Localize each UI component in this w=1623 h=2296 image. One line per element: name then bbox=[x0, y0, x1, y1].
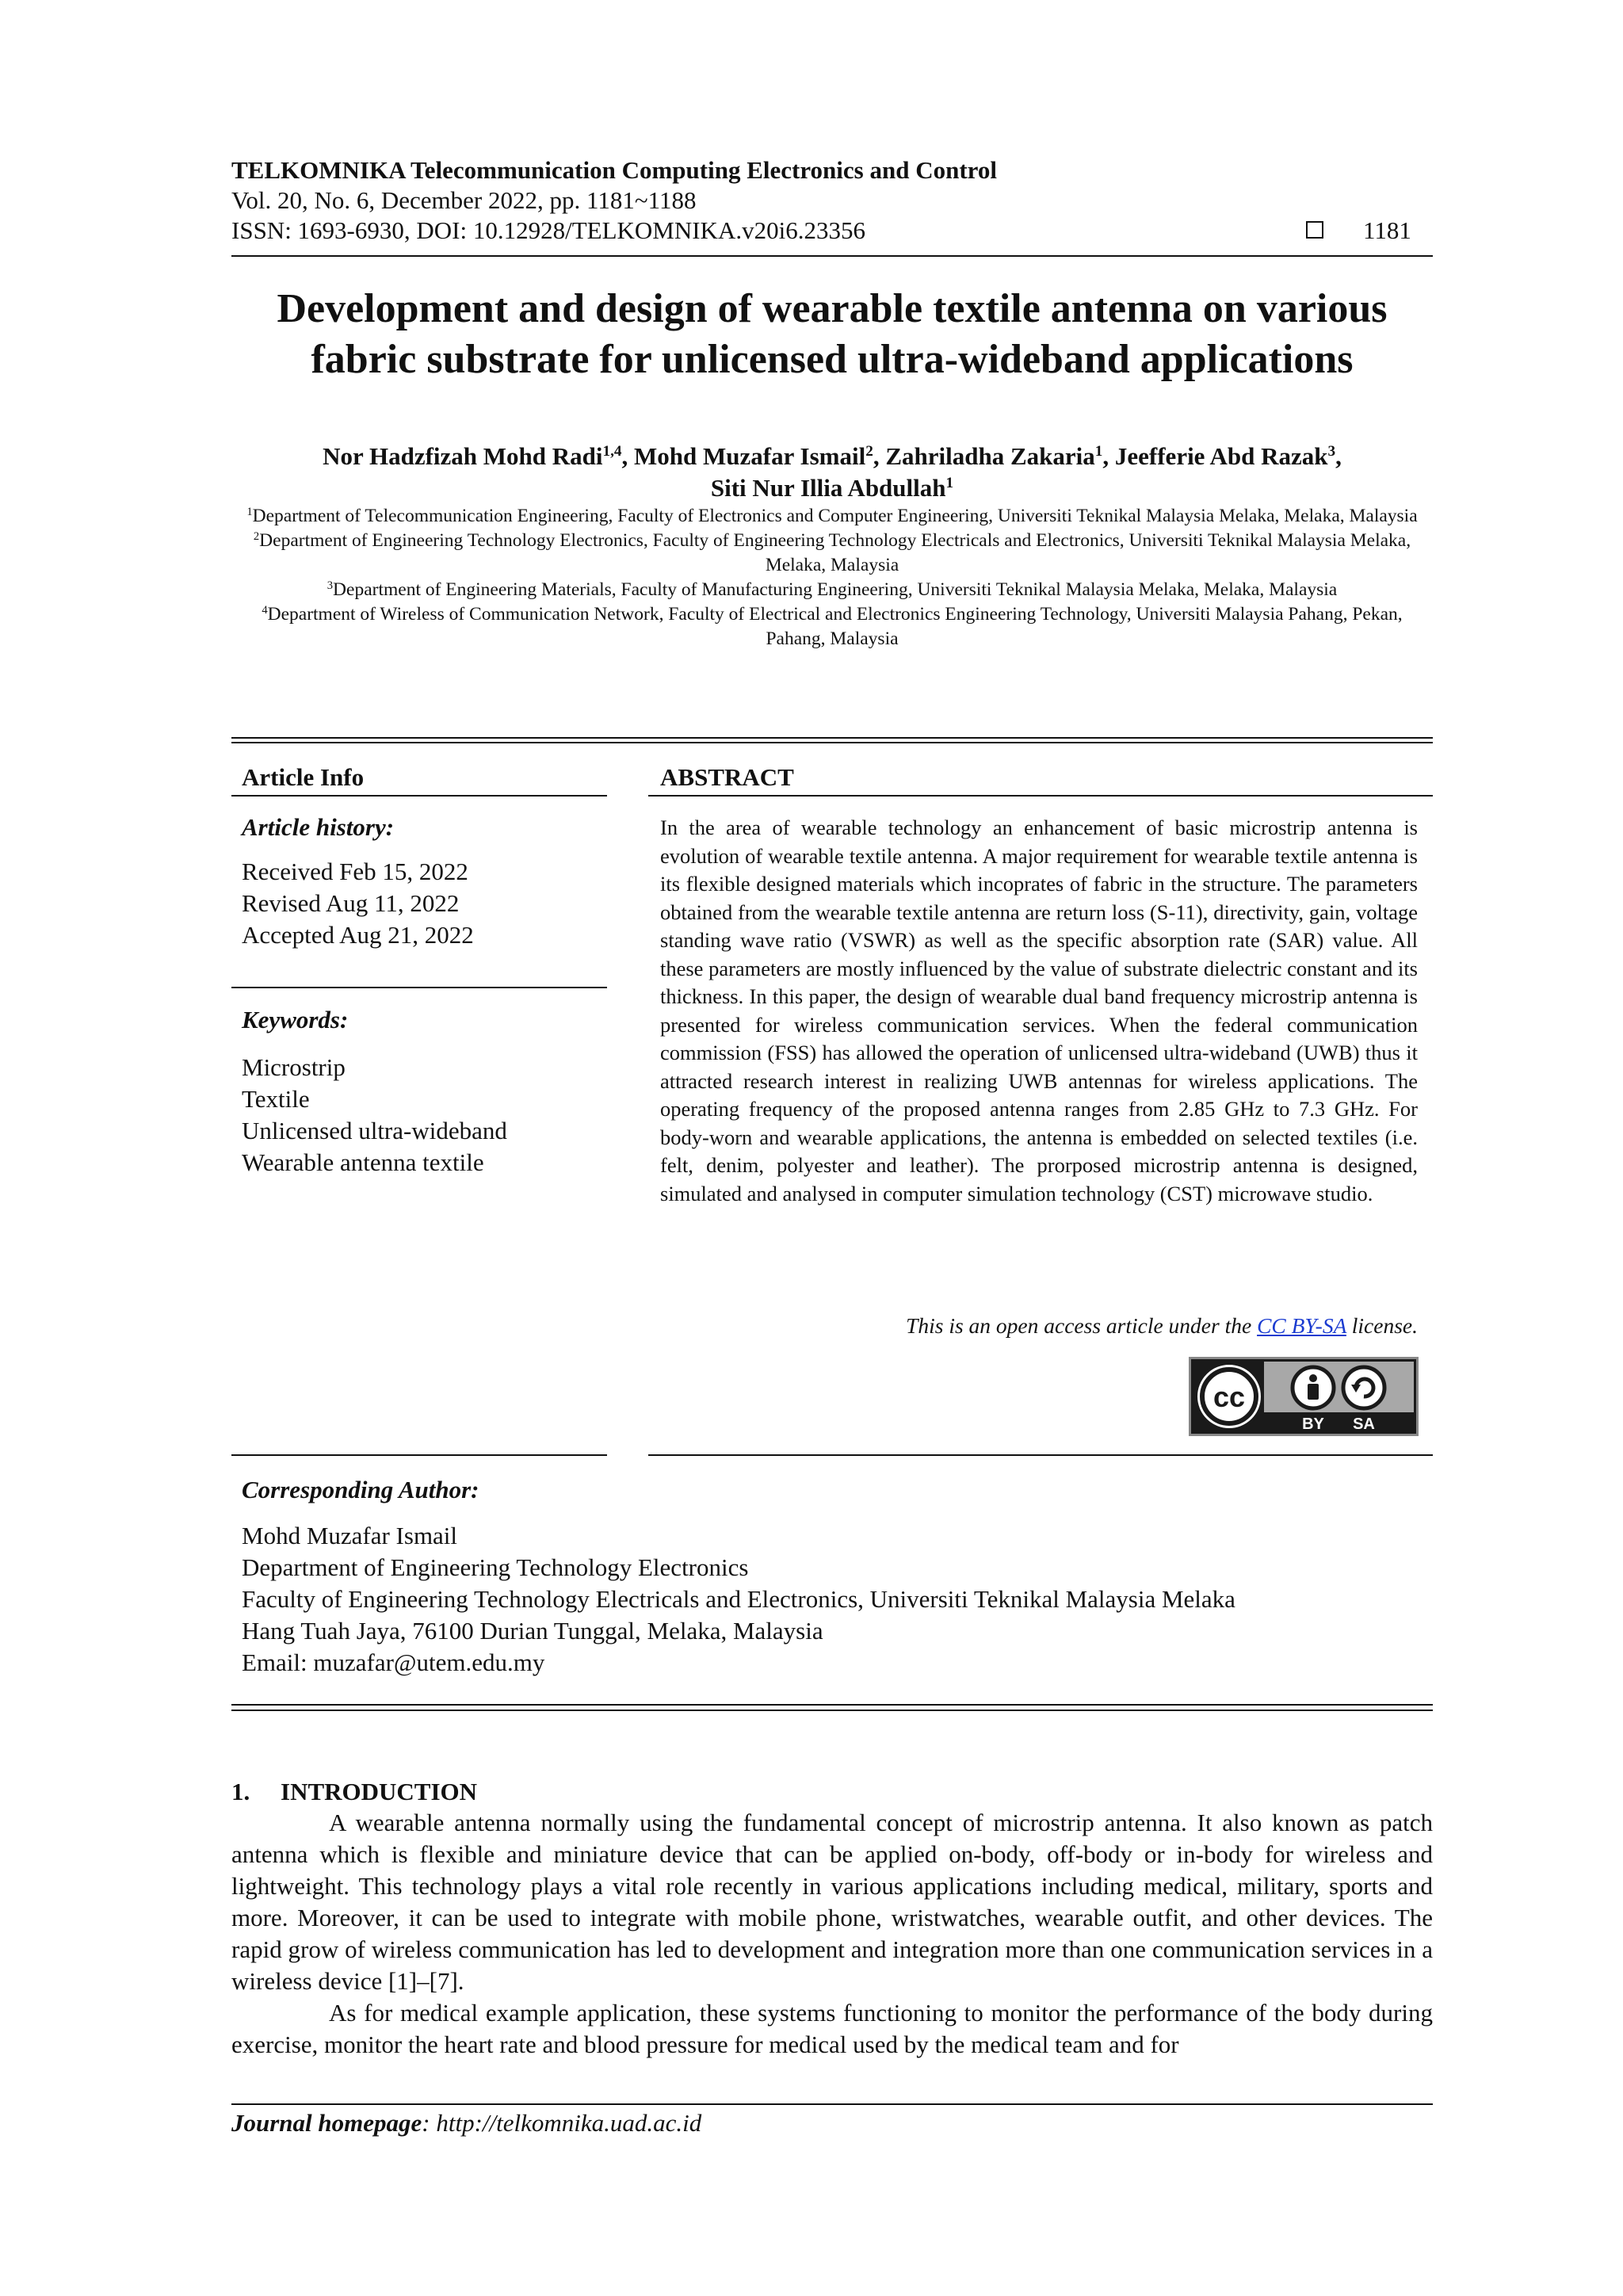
affiliation bbox=[231, 504, 1433, 529]
square-bullet-icon bbox=[1306, 221, 1323, 239]
keyword: Microstrip bbox=[242, 1053, 346, 1081]
revised-date: Revised Aug 11, 2022 bbox=[242, 889, 460, 917]
cc-by-sa-link[interactable]: CC BY-SA bbox=[1257, 1313, 1346, 1338]
title-line-2: fabric substrate for unlicensed ultra-wideband applications bbox=[311, 337, 1354, 382]
column-rule bbox=[231, 987, 607, 988]
sa-share-icon bbox=[1343, 1367, 1384, 1408]
affiliation-sup: 2 bbox=[253, 530, 260, 543]
affiliation bbox=[231, 578, 1433, 602]
section-rule bbox=[231, 737, 1433, 739]
affiliation-text: Department of Engineering Materials, Faculty of Manufacturing Engineering, Universiti Teknikal Malaysia Melaka, Melaka, Malaysia bbox=[333, 579, 1338, 600]
affiliation-sup: 1 bbox=[246, 506, 253, 518]
affiliation-text: Department of Telecommunication Engineering, Faculty of Electronics and Computer Engineering, Universiti Teknikal Malaysia Melaka, Melaka, Malaysia bbox=[252, 506, 1418, 526]
author-affil-sup: 3 bbox=[1327, 443, 1336, 460]
license-suffix: license. bbox=[1351, 1313, 1418, 1338]
corresponding-author-address: Hang Tuah Jaya, 76100 Durian Tunggal, Melaka, Malaysia bbox=[242, 1617, 823, 1645]
paper-title bbox=[231, 284, 1433, 385]
keywords-heading: Keywords: bbox=[242, 1006, 349, 1033]
affiliation bbox=[231, 529, 1433, 578]
column-rule bbox=[231, 1454, 607, 1456]
sa-text: SA bbox=[1353, 1415, 1375, 1433]
affiliation bbox=[231, 602, 1433, 651]
journal-name: TELKOMNIKA Telecommunication Computing Electronics and Control bbox=[231, 156, 997, 184]
introduction-body bbox=[231, 1807, 1433, 2061]
journal-homepage-label: Journal homepage bbox=[231, 2109, 422, 2137]
column-rule bbox=[231, 795, 607, 797]
author-affil-sup: 1 bbox=[1094, 443, 1103, 460]
journal-volume: Vol. 20, No. 6, December 2022, pp. 1181~1188 bbox=[231, 186, 697, 214]
affiliation-text: Department of Engineering Technology Electronics, Faculty of Engineering Technology Electricals and Electronics, Universiti Teknikal Malaysia Melaka, Melaka, Malaysia bbox=[259, 530, 1411, 575]
introduction-paragraph: As for medical example application, these systems functioning to monitor the performance of the body during exercise, monitor the heart rate and blood pressure for medical used by the medical team and for bbox=[231, 1999, 1433, 2058]
corresponding-author-name: Mohd Muzafar Ismail bbox=[242, 1522, 458, 1549]
by-text: BY bbox=[1302, 1415, 1324, 1433]
column-rule bbox=[648, 1454, 1433, 1456]
abstract-heading: ABSTRACT bbox=[660, 763, 794, 791]
affiliation-text: Department of Wireless of Communication Network, Faculty of Electrical and Electronics Engineering Technology, Universiti Malaysia Pahang, Pekan, Pahang, Malaysia bbox=[267, 604, 1403, 649]
keyword: Wearable antenna textile bbox=[242, 1148, 484, 1176]
license-statement bbox=[660, 1312, 1418, 1340]
license-prefix: This is an open access article under the bbox=[906, 1313, 1252, 1338]
section-rule bbox=[231, 1704, 1433, 1706]
header-rule bbox=[231, 255, 1433, 257]
introduction-heading: 1. INTRODUCTION bbox=[231, 1778, 478, 1805]
keyword: Unlicensed ultra-wideband bbox=[242, 1117, 507, 1144]
author-affil-sup: 1,4 bbox=[602, 443, 622, 460]
title-line-1: Development and design of wearable textile antenna on various bbox=[277, 286, 1388, 331]
corresponding-author-email: Email: muzafar@utem.edu.my bbox=[242, 1648, 545, 1676]
page-number: 1181 bbox=[1363, 216, 1411, 244]
article-history-heading: Article history: bbox=[242, 813, 395, 841]
footer-rule bbox=[231, 2103, 1433, 2105]
article-info-heading: Article Info bbox=[242, 763, 365, 791]
author-list: Nor Hadzfizah Mohd Radi$^{1,4}$, Mohd Muzafar Ismail$^2$, Zahriladha Zakaria$^1$, Jeefferie Abd Razak$^3$, Siti Nur Illia Abdullah$^1$ bbox=[323, 442, 1342, 502]
introduction-paragraph: A wearable antenna normally using the fundamental concept of microstrip antenna. It also known as patch antenna which is flexible and miniature device that can be applied on-body, off-body or in-body for wireless and lightweight. This technology plays a vital role recently in various applications including medical, military, sports and more. Moreover, it can be used to integrate with mobile phone, wristwatches, wearable outfit, and other devices. The rapid grow of wireless communication has led to development and integration more than one communication services in a wireless device [1]–[7]. bbox=[231, 1809, 1433, 1995]
corresponding-author-dept: Department of Engineering Technology Electronics bbox=[242, 1553, 749, 1581]
author-name: Zahriladha Zakaria bbox=[885, 442, 1095, 470]
author-affil-sup: 2 bbox=[865, 443, 873, 460]
abstract-body: In the area of wearable technology an enhancement of basic microstrip antenna is evolution of wearable textile antenna. A major requirement for wearable textile antenna is its flexible designed materials which incoprates of fabric in the structure. The parameters obtained from the wearable textile antenna are return loss (S-11), directivity, gain, voltage standing wave ratio (VSWR) as well as the specific absorption rate (SAR) value. All these parameters are mostly influenced by the value of substrate dielectric constant and its thickness. In this paper, the design of wearable dual band frequency microstrip antenna is presented for wireless communication services. When the federal communication commission (FSS) has allowed the operation of unlicensed ultra-wideband (UWB) thus it attracted research interest in realizing UWB antennas for wireless applications. The operating frequency of the proposed antenna ranges from 2.85 GHz to 7.3 GHz. For body-worn and wearable applications, the antenna is embedded on selected textiles (i.e. felt, denim, polyester and leather). The prorposed microstrip antenna is designed, simulated and analysed in computer simulation technology (CST) microwave studio. bbox=[660, 816, 1418, 1205]
column-rule bbox=[648, 795, 1433, 797]
affiliation-sup: 4 bbox=[262, 604, 268, 617]
author-affil-sup: 1 bbox=[945, 475, 954, 492]
cc-text: cc bbox=[1212, 1381, 1246, 1413]
author-name: Jeefferie Abd Razak bbox=[1114, 442, 1328, 470]
affiliation-sup: 3 bbox=[327, 579, 334, 592]
journal-issn-doi: ISSN: 1693-6930, DOI: 10.12928/TELKOMNIKA.v20i6.23356 bbox=[231, 216, 865, 244]
corresponding-author-faculty: Faculty of Engineering Technology Electricals and Electronics, Universiti Teknikal Malaysia Melaka bbox=[242, 1585, 1235, 1613]
author-name: Mohd Muzafar Ismail bbox=[634, 442, 866, 470]
affiliations bbox=[231, 504, 1433, 651]
author-name: Nor Hadzfizah Mohd Radi bbox=[323, 442, 603, 470]
corresponding-author-heading: Corresponding Author: bbox=[242, 1476, 479, 1503]
author-name: Siti Nur Illia Abdullah bbox=[710, 474, 946, 502]
journal-homepage bbox=[231, 2108, 701, 2138]
cc-badge-graphic bbox=[1191, 1359, 1416, 1434]
received-date: Received Feb 15, 2022 bbox=[242, 858, 468, 885]
section-rule bbox=[231, 742, 1433, 743]
cc-by-sa-badge-icon[interactable] bbox=[1189, 1357, 1419, 1436]
journal-homepage-url[interactable]: : http://telkomnika.uad.ac.id bbox=[422, 2109, 702, 2137]
accepted-date: Accepted Aug 21, 2022 bbox=[242, 921, 474, 949]
section-rule bbox=[231, 1710, 1433, 1711]
keyword: Textile bbox=[242, 1085, 310, 1113]
